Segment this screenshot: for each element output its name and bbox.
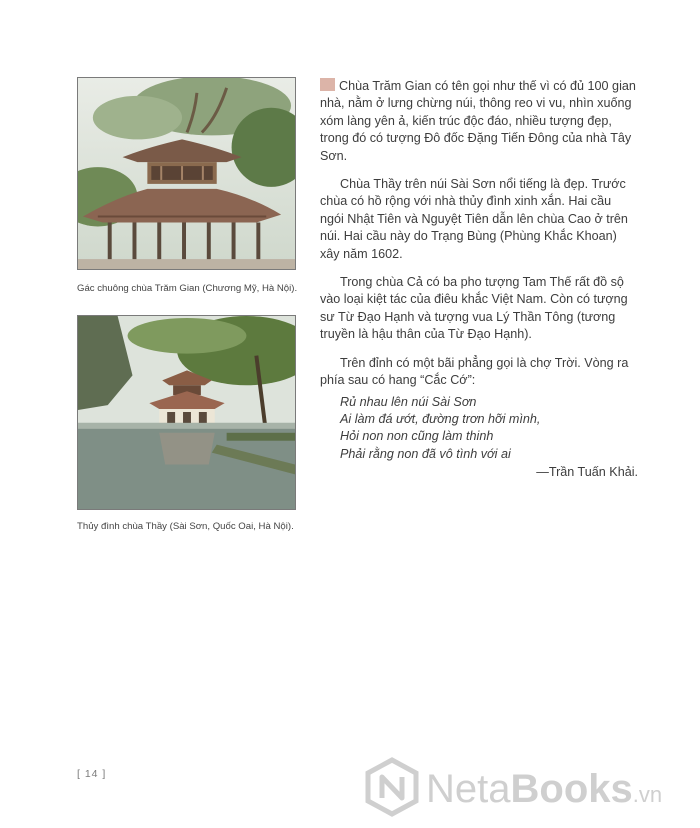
figure-caption-2: Thủy đình chùa Thầy (Sài Sơn, Quốc Oai, Hà Nội). xyxy=(77,521,294,532)
logo-text-books: Books xyxy=(510,767,633,811)
water-pavilion-photo xyxy=(77,315,296,510)
logo-text-neta: Neta xyxy=(426,767,511,811)
paragraph-2: Chùa Thầy trên núi Sài Sơn nổi tiếng là đẹp. Trước chùa có hồ rộng với nhà thủy đình xinh xắn. Hai cầu ngói Nhật Tiên và Nguyệt Tiên dẫn lên chùa Cao ở trên núi. Hai cầu này do Trạng Bùng (Phùng Khắc Khoan) xây năm 1602. xyxy=(320,177,628,261)
paragraph-marker xyxy=(320,78,335,91)
paragraph-3: Trong chùa Cả có ba pho tượng Tam Thế rất đồ sộ vào loại kiệt tác của điêu khắc Việt Nam. Còn có tượng sư Từ Đạo Hạnh và tượng vua Lý Thần Tông (tương truyền là hậu thân của Từ Đạo Hạnh). xyxy=(320,275,628,342)
logo-hexagon-icon xyxy=(368,760,416,814)
svg-text:NetaBooks.vn xyxy=(426,767,662,811)
bell-tower-photo xyxy=(77,77,296,270)
page-number: [ 14 ] xyxy=(77,768,107,780)
netabooks-logo xyxy=(364,756,694,820)
poem-attribution: —Trần Tuấn Khải. xyxy=(536,465,638,480)
paragraph-text: Chùa Trăm Gian có tên gọi như thế vì có đủ 100 gian nhà, nằm ở lưng chừng núi, thông reo vi vu, nhìn xuống xóm làng yên ả, kiến trúc độc đáo, nhiều tượng đẹp, trong đó có tượng Đô đốc Đặng Tiến Đông của nhà Tây Sơn. xyxy=(320,79,636,163)
poem xyxy=(340,394,638,464)
text-column xyxy=(320,78,638,482)
paragraph-1 xyxy=(320,78,638,165)
poem-line: Rủ nhau lên núi Sài Sơn xyxy=(340,394,477,409)
paragraph-4: Trên đỉnh có một bãi phẳng gọi là chợ Trời. Vòng ra phía sau có hang “Cắc Cớ”: xyxy=(320,355,629,388)
poem-line: Phải rằng non đã vô tình với ai xyxy=(340,446,511,461)
figure-caption-1: Gác chuông chùa Trăm Gian (Chương Mỹ, Hà Nội). xyxy=(77,283,298,294)
logo-text-domain: .vn xyxy=(632,782,663,807)
poem-line: Hỏi non non cũng làm thinh xyxy=(340,429,494,444)
poem-line: Ai làm đá ướt, đường trơn hỡi mình, xyxy=(340,411,541,426)
